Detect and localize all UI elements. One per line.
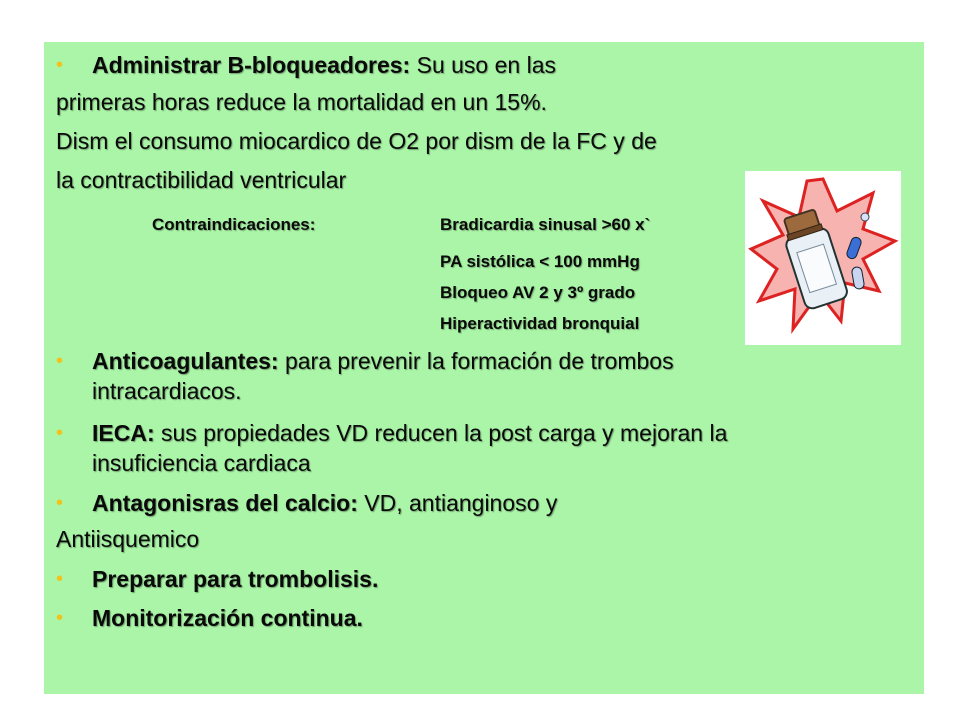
beta-blockers-heading: Administrar B-bloqueadores: (92, 52, 411, 78)
contraindications-label: Contraindicaciones: (152, 215, 316, 234)
bullet-anticoagulants (56, 346, 816, 406)
beta-blockers-line-3: Dism el consumo miocardico de O2 por dism de la FC y de (56, 128, 657, 154)
bullet-marker: • (56, 607, 64, 629)
bullet-ieca (56, 418, 816, 478)
anticoagulants-text: para prevenir la formación de trombos intracardiacos. (92, 348, 674, 404)
bullet-marker: • (56, 568, 64, 590)
calcium-antagonists-text: VD, antianginoso y (357, 490, 558, 516)
bullet-thrombolysis (56, 564, 816, 594)
medicine-bottle-and-pills-icon (745, 171, 901, 345)
bullet-beta-blockers (56, 50, 816, 80)
contraindication-av-block: Bloqueo AV 2 y 3º grado (440, 283, 636, 302)
antiischemic-line: Antiisquemico (56, 526, 200, 552)
contraindication-bronchial: Hiperactividad bronquial (440, 314, 640, 333)
anticoagulants-heading: Anticoagulantes: (92, 348, 279, 374)
monitoring-text: Monitorización continua. (92, 605, 363, 631)
calcium-antagonists-heading: Antagonisras del calcio: (92, 490, 358, 516)
bullet-marker: • (56, 422, 64, 444)
beta-blockers-line-2: primeras horas reduce la mortalidad en un 15%. (56, 89, 547, 115)
bullet-marker: • (56, 350, 64, 372)
bullet-marker: • (56, 54, 64, 76)
beta-blockers-text: Su uso en las (410, 52, 556, 78)
contraindication-bradycardia: Bradicardia sinusal >60 x` (440, 215, 651, 234)
beta-blockers-line-4: la contractibilidad ventricular (56, 167, 347, 193)
ieca-text: sus propiedades VD reducen la post carga y mejoran la insuficiencia cardiaca (92, 420, 728, 476)
bullet-calcium-antagonists (56, 488, 816, 518)
thrombolysis-text: Preparar para trombolisis. (92, 566, 379, 592)
bullet-monitoring (56, 603, 816, 633)
ieca-heading: IECA: (92, 420, 155, 446)
contraindication-systolic-bp: PA sistólica < 100 mmHg (440, 252, 640, 271)
bullet-marker: • (56, 492, 64, 514)
